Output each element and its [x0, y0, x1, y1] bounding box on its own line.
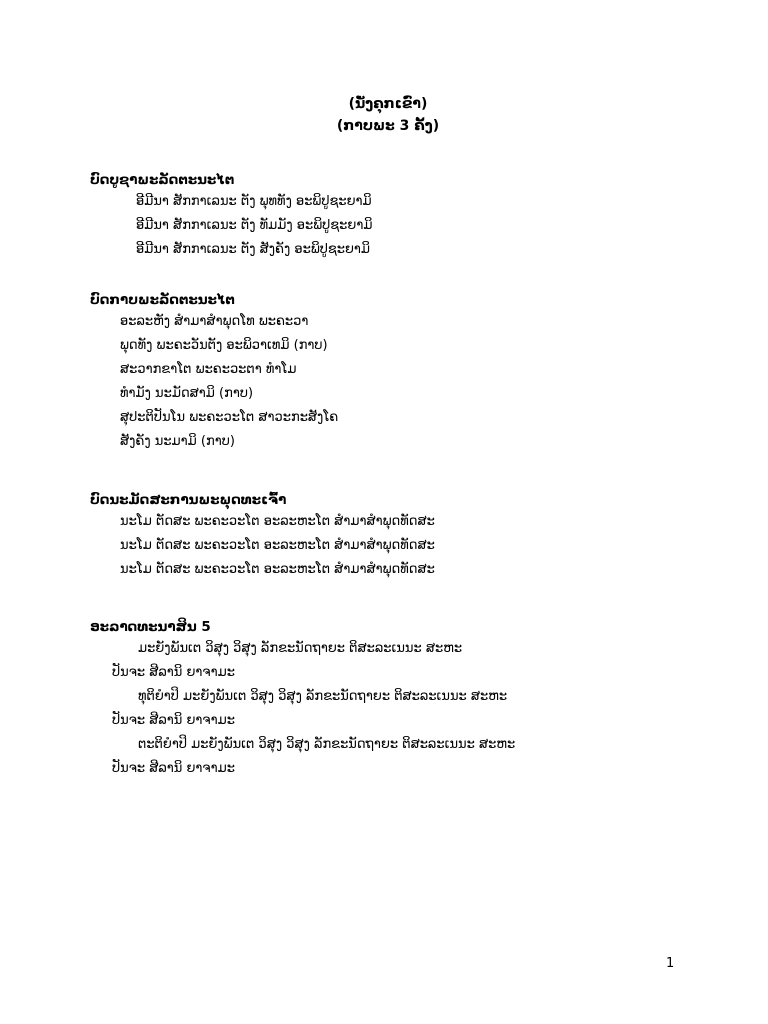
verse-line: ປັນຈະ ສີລານິ ຍາຈາມະ — [112, 665, 235, 680]
section-prostration — [90, 290, 730, 454]
section-heading-homage: ບົດນະມັດສະການພະພຸດທະເຈົ້າ — [90, 492, 287, 508]
verse-line: ອີມີນາ ສັກກາເລນະ ຕັງ ສັງຄັງ ອະພິປູຊະຍາມິ — [136, 242, 371, 257]
verse-line: ມະຍັງພັນເຕ ວິສຸງ ວິສຸງ ລັກຂະນັດຖາຍະ ຕິສະລະເນນະ ສະຫະ — [138, 641, 463, 656]
section-heading-precepts: ອະລາດທະນາສິນ 5 — [90, 619, 211, 635]
verse-line: ອີມີນາ ສັກກາເລນະ ຕັງ ທັມມັງ ອະພິປູຊະຍາມິ — [136, 218, 373, 233]
title-block — [0, 93, 768, 137]
section-precepts — [90, 617, 730, 781]
verse-line: ສັງຄັງ ນະມາມິ (ກາບ) — [120, 434, 235, 449]
section-offering — [90, 170, 730, 262]
verse-line: ທຳມັງ ນະມັດສາມິ (ກາບ) — [120, 386, 254, 401]
section-heading-prostration: ບົດກາບພະລັດຕະນະໄຕ — [90, 292, 235, 308]
verse-line: ອະລະຫັງ ສຳມາສຳພຸດໂທ ພະຄະວາ — [120, 314, 309, 329]
verse-line: ຕະຕິຍໍາປິ ມະຍັງພັນເຕ ວິສຸງ ວິສຸງ ລັກຂະນັດຖາຍະ ຕິສະລະເນນະ ສະຫະ — [138, 737, 516, 752]
title-line-2: (ກາບພະ 3 ຄັ້ງ) — [336, 118, 440, 134]
verse-line: ນະໂມ ຕັດສະ ພະຄະວະໂຕ ອະລະຫະໂຕ ສຳມາສຳພຸດທັດສະ — [120, 514, 435, 529]
section-heading-offering: ບົດບູຊາພະລັດຕະນະໄຕ — [90, 172, 235, 188]
verse-line: ທຸຕິຍໍາປິ ມະຍັງພັນເຕ ວິສຸງ ວິສຸງ ລັກຂະນັດຖາຍະ ຕິສະລະເນນະ ສະຫະ — [138, 689, 508, 704]
page-number: 1 — [666, 956, 675, 971]
section-homage — [90, 490, 730, 582]
verse-line: ສະວາກຂາໂຕ ພະຄະວະຕາ ທຳໂມ — [120, 362, 297, 377]
verse-line: ນະໂມ ຕັດສະ ພະຄະວະໂຕ ອະລະຫະໂຕ ສຳມາສຳພຸດທັດສະ — [120, 538, 435, 553]
verse-line: ອີມີນາ ສັກກາເລນະ ຕັງ ພຸທທັງ ອະພິປູຊະຍາມິ — [136, 194, 372, 209]
verse-line: ພຸດທັງ ພະຄະວັນຕັງ ອະພິວາເທມິ (ກາບ) — [120, 338, 328, 353]
verse-line: ປັນຈະ ສີລານິ ຍາຈາມະ — [112, 713, 235, 728]
verse-line: ປັນຈະ ສີລານິ ຍາຈາມະ — [112, 761, 235, 776]
verse-line: ນະໂມ ຕັດສະ ພະຄະວະໂຕ ອະລະຫະໂຕ ສຳມາສຳພຸດທັດສະ — [120, 562, 435, 577]
title-line-1: (ນັ່ງຄຸກເຂົ່າ) — [348, 96, 428, 112]
verse-line: ສຸປະຕິປັນໂນ ພະຄະວະໂຕ ສາວະກະສັງໂຄ — [120, 410, 339, 425]
